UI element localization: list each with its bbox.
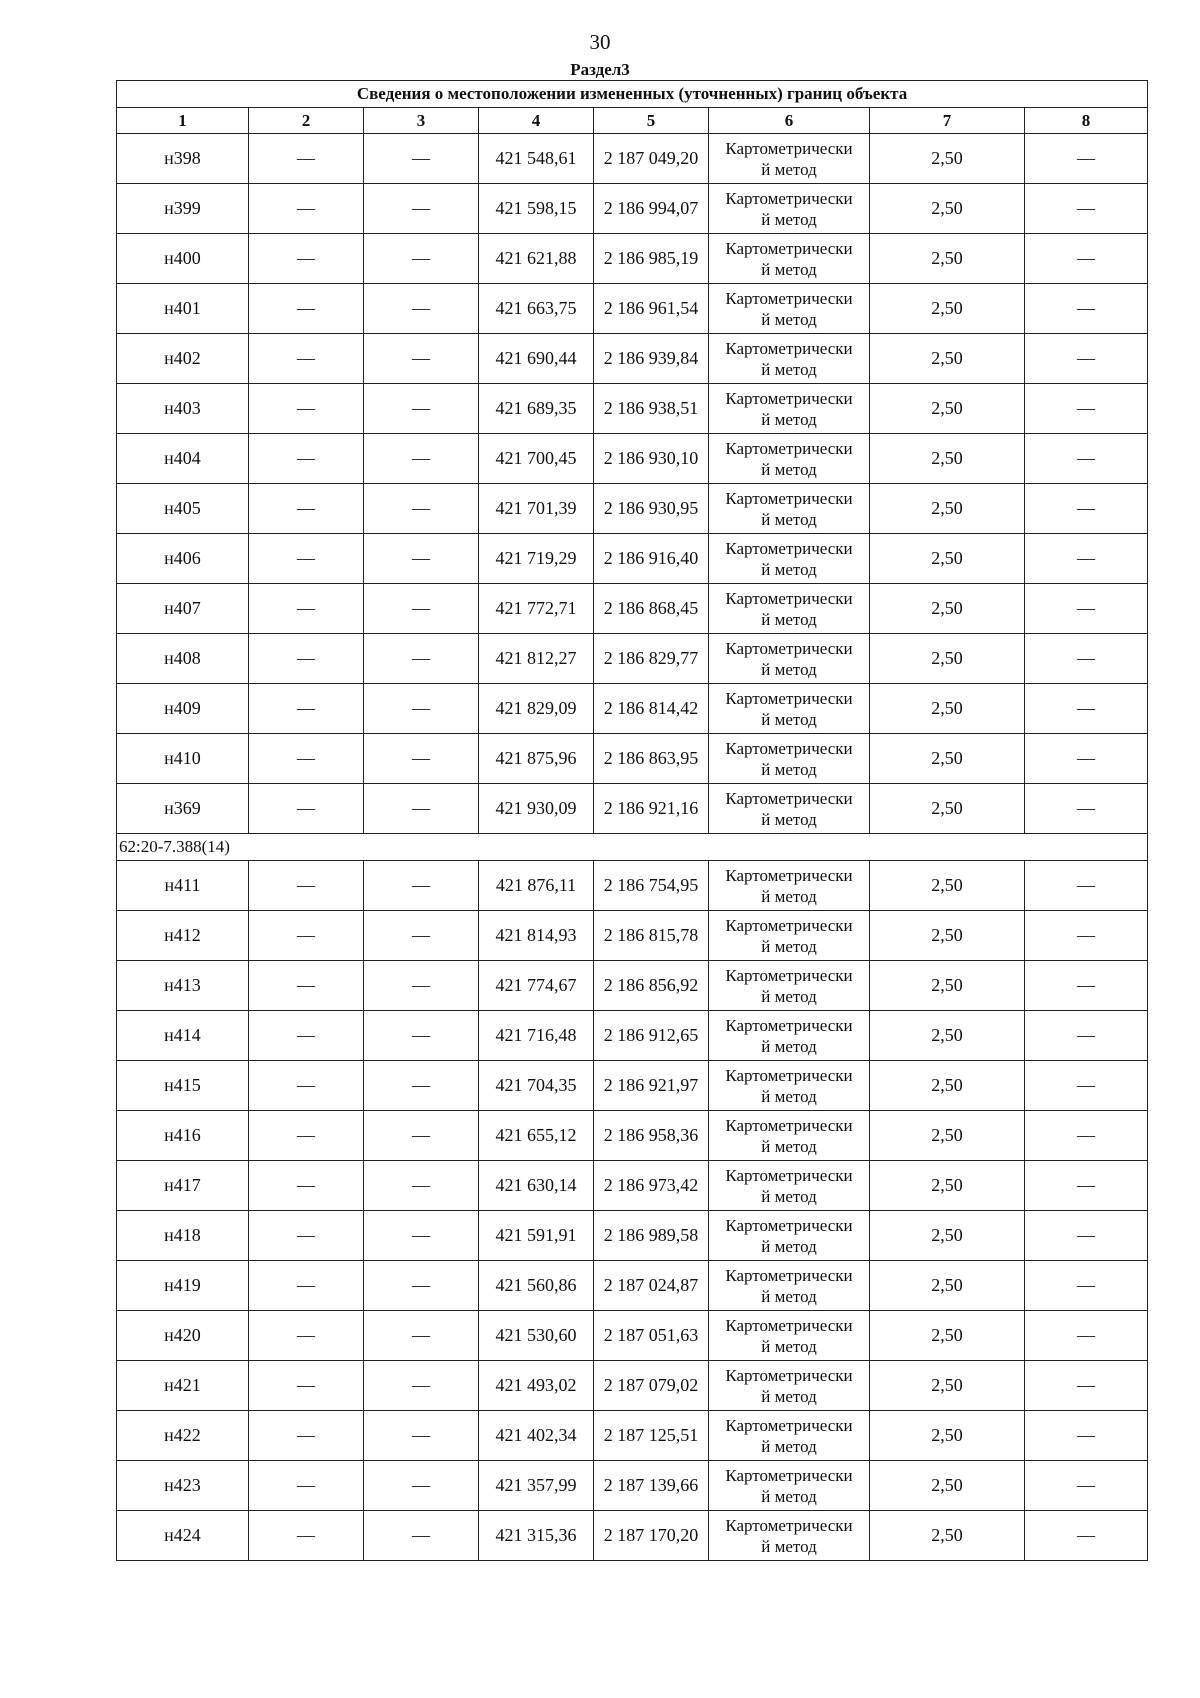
column-header: 1 — [117, 108, 249, 134]
cell-col-2: — — [249, 584, 364, 634]
cell-col-3: — — [364, 584, 479, 634]
cell-point-id: н404 — [117, 434, 249, 484]
cell-col-8: — — [1025, 784, 1148, 834]
cell-coord-x: 421 630,14 — [479, 1161, 594, 1211]
cell-accuracy: 2,50 — [870, 784, 1025, 834]
cell-coord-y: 2 187 051,63 — [594, 1311, 709, 1361]
cell-coord-x: 421 357,99 — [479, 1461, 594, 1511]
cell-coord-x: 421 814,93 — [479, 911, 594, 961]
cell-method: Картометрически й метод — [709, 1261, 870, 1311]
cell-point-id: н416 — [117, 1111, 249, 1161]
cell-col-2: — — [249, 961, 364, 1011]
cell-point-id: н424 — [117, 1511, 249, 1561]
cell-coord-x: 421 663,75 — [479, 284, 594, 334]
cell-coord-x: 421 716,48 — [479, 1011, 594, 1061]
cell-method: Картометрически й метод — [709, 911, 870, 961]
cell-coord-x: 421 655,12 — [479, 1111, 594, 1161]
table-row — [117, 484, 1148, 534]
cell-method: Картометрически й метод — [709, 434, 870, 484]
cell-point-id: н415 — [117, 1061, 249, 1111]
cell-method: Картометрически й метод — [709, 134, 870, 184]
cell-accuracy: 2,50 — [870, 184, 1025, 234]
page-number: 30 — [589, 30, 611, 54]
cell-accuracy: 2,50 — [870, 484, 1025, 534]
table-row — [117, 134, 1148, 184]
cell-coord-y: 2 186 921,16 — [594, 784, 709, 834]
cell-method: Картометрически й метод — [709, 584, 870, 634]
cell-method: Картометрически й метод — [709, 961, 870, 1011]
cell-accuracy: 2,50 — [870, 734, 1025, 784]
cell-coord-y: 2 187 125,51 — [594, 1411, 709, 1461]
cell-col-3: — — [364, 684, 479, 734]
cell-coord-y: 2 186 868,45 — [594, 584, 709, 634]
cell-accuracy: 2,50 — [870, 634, 1025, 684]
cell-method: Картометрически й метод — [709, 1511, 870, 1561]
cell-col-3: — — [364, 1411, 479, 1461]
cell-coord-y: 2 186 754,95 — [594, 861, 709, 911]
cell-col-8: — — [1025, 734, 1148, 784]
cell-col-8: — — [1025, 634, 1148, 684]
cell-col-8: — — [1025, 1211, 1148, 1261]
cell-point-id: н399 — [117, 184, 249, 234]
cell-coord-y: 2 186 989,58 — [594, 1211, 709, 1261]
cell-accuracy: 2,50 — [870, 434, 1025, 484]
table-row — [117, 584, 1148, 634]
table-row — [117, 184, 1148, 234]
cell-col-8: — — [1025, 1011, 1148, 1061]
cell-point-id: н402 — [117, 334, 249, 384]
table-row — [117, 911, 1148, 961]
cell-col-8: — — [1025, 861, 1148, 911]
cell-col-3: — — [364, 434, 479, 484]
cell-coord-x: 421 930,09 — [479, 784, 594, 834]
cell-point-id: н369 — [117, 784, 249, 834]
cell-coord-x: 421 812,27 — [479, 634, 594, 684]
table-row — [117, 284, 1148, 334]
cell-accuracy: 2,50 — [870, 684, 1025, 734]
cell-accuracy: 2,50 — [870, 961, 1025, 1011]
cell-coord-y: 2 186 856,92 — [594, 961, 709, 1011]
cell-method: Картометрически й метод — [709, 1161, 870, 1211]
cell-col-8: — — [1025, 134, 1148, 184]
table-row — [117, 961, 1148, 1011]
cell-point-id: н409 — [117, 684, 249, 734]
cell-col-8: — — [1025, 184, 1148, 234]
cell-point-id: н401 — [117, 284, 249, 334]
cell-col-2: — — [249, 684, 364, 734]
cell-accuracy: 2,50 — [870, 284, 1025, 334]
cell-col-2: — — [249, 234, 364, 284]
cell-method: Картометрически й метод — [709, 384, 870, 434]
cell-accuracy: 2,50 — [870, 1511, 1025, 1561]
cell-point-id: н419 — [117, 1261, 249, 1311]
cell-point-id: н407 — [117, 584, 249, 634]
cell-col-3: — — [364, 1161, 479, 1211]
cell-point-id: н406 — [117, 534, 249, 584]
table-row — [117, 1211, 1148, 1261]
column-header: 2 — [249, 108, 364, 134]
cell-coord-x: 421 548,61 — [479, 134, 594, 184]
column-header: 7 — [870, 108, 1025, 134]
cell-accuracy: 2,50 — [870, 1311, 1025, 1361]
table-row — [117, 1111, 1148, 1161]
column-header: 4 — [479, 108, 594, 134]
cell-coord-y: 2 187 079,02 — [594, 1361, 709, 1411]
cell-accuracy: 2,50 — [870, 234, 1025, 284]
table-row — [117, 1311, 1148, 1361]
cell-col-8: — — [1025, 484, 1148, 534]
cell-point-id: н423 — [117, 1461, 249, 1511]
cell-method: Картометрически й метод — [709, 334, 870, 384]
cell-coord-x: 421 829,09 — [479, 684, 594, 734]
cell-point-id: н400 — [117, 234, 249, 284]
table-row — [117, 234, 1148, 284]
cell-coord-x: 421 598,15 — [479, 184, 594, 234]
cell-accuracy: 2,50 — [870, 534, 1025, 584]
cell-accuracy: 2,50 — [870, 584, 1025, 634]
cell-col-8: — — [1025, 334, 1148, 384]
table-row — [117, 861, 1148, 911]
cell-col-3: — — [364, 784, 479, 834]
table-row — [117, 1511, 1148, 1561]
cell-coord-y: 2 186 985,19 — [594, 234, 709, 284]
cell-col-2: — — [249, 484, 364, 534]
cell-coord-x: 421 621,88 — [479, 234, 594, 284]
table-row — [117, 1411, 1148, 1461]
cell-method: Картометрически й метод — [709, 1361, 870, 1411]
table-row — [117, 334, 1148, 384]
cell-col-8: — — [1025, 1461, 1148, 1511]
cell-coord-x: 421 402,34 — [479, 1411, 594, 1461]
group-label: 62:20-7.388(14) — [117, 834, 1148, 861]
cell-coord-x: 421 774,67 — [479, 961, 594, 1011]
cell-coord-y: 2 186 961,54 — [594, 284, 709, 334]
table-row — [117, 434, 1148, 484]
cell-coord-x: 421 315,36 — [479, 1511, 594, 1561]
cell-col-2: — — [249, 1461, 364, 1511]
cell-point-id: н420 — [117, 1311, 249, 1361]
table-row — [117, 634, 1148, 684]
cell-coord-y: 2 186 863,95 — [594, 734, 709, 784]
cell-coord-y: 2 187 170,20 — [594, 1511, 709, 1561]
cell-col-3: — — [364, 534, 479, 584]
cell-col-8: — — [1025, 234, 1148, 284]
cell-coord-y: 2 186 938,51 — [594, 384, 709, 434]
cell-coord-x: 421 772,71 — [479, 584, 594, 634]
cell-col-3: — — [364, 1261, 479, 1311]
cell-point-id: н412 — [117, 911, 249, 961]
cell-point-id: н417 — [117, 1161, 249, 1211]
cell-coord-y: 2 186 829,77 — [594, 634, 709, 684]
cell-accuracy: 2,50 — [870, 1211, 1025, 1261]
cell-col-2: — — [249, 734, 364, 784]
cell-coord-y: 2 187 024,87 — [594, 1261, 709, 1311]
cell-col-8: — — [1025, 1061, 1148, 1111]
cell-method: Картометрически й метод — [709, 734, 870, 784]
cell-coord-x: 421 591,91 — [479, 1211, 594, 1261]
cell-coord-y: 2 186 930,10 — [594, 434, 709, 484]
cell-coord-y: 2 186 815,78 — [594, 911, 709, 961]
cell-col-2: — — [249, 284, 364, 334]
cell-col-2: — — [249, 384, 364, 434]
cell-accuracy: 2,50 — [870, 861, 1025, 911]
cell-col-3: — — [364, 284, 479, 334]
cell-col-3: — — [364, 1111, 479, 1161]
cell-method: Картометрически й метод — [709, 1461, 870, 1511]
cell-col-3: — — [364, 484, 479, 534]
cell-col-8: — — [1025, 961, 1148, 1011]
cell-method: Картометрически й метод — [709, 1061, 870, 1111]
cell-point-id: н398 — [117, 134, 249, 184]
cell-col-3: — — [364, 334, 479, 384]
cell-col-3: — — [364, 234, 479, 284]
cell-coord-x: 421 719,29 — [479, 534, 594, 584]
cell-col-3: — — [364, 184, 479, 234]
cell-col-3: — — [364, 734, 479, 784]
column-header: 6 — [709, 108, 870, 134]
column-header: 3 — [364, 108, 479, 134]
cell-col-2: — — [249, 534, 364, 584]
cell-accuracy: 2,50 — [870, 334, 1025, 384]
cell-method: Картометрически й метод — [709, 534, 870, 584]
boundary-coordinates-table — [116, 80, 1148, 1561]
cell-method: Картометрически й метод — [709, 184, 870, 234]
cell-col-2: — — [249, 1361, 364, 1411]
cell-method: Картометрически й метод — [709, 861, 870, 911]
column-header: 8 — [1025, 108, 1148, 134]
cell-point-id: н421 — [117, 1361, 249, 1411]
cell-col-8: — — [1025, 384, 1148, 434]
cell-col-3: — — [364, 1461, 479, 1511]
cell-accuracy: 2,50 — [870, 911, 1025, 961]
cell-coord-y: 2 186 916,40 — [594, 534, 709, 584]
cell-col-2: — — [249, 1111, 364, 1161]
cell-col-2: — — [249, 861, 364, 911]
cell-coord-y: 2 186 921,97 — [594, 1061, 709, 1111]
cell-col-3: — — [364, 1311, 479, 1361]
cell-col-8: — — [1025, 1311, 1148, 1361]
cell-method: Картометрически й метод — [709, 284, 870, 334]
cell-col-3: — — [364, 911, 479, 961]
cell-method: Картометрически й метод — [709, 1311, 870, 1361]
cell-method: Картометрически й метод — [709, 234, 870, 284]
cell-col-2: — — [249, 1411, 364, 1461]
cell-col-3: — — [364, 1061, 479, 1111]
cell-coord-y: 2 187 049,20 — [594, 134, 709, 184]
cell-col-8: — — [1025, 684, 1148, 734]
table-row — [117, 1061, 1148, 1111]
table-row — [117, 784, 1148, 834]
cell-col-2: — — [249, 1211, 364, 1261]
table-row — [117, 534, 1148, 584]
cell-coord-y: 2 186 912,65 — [594, 1011, 709, 1061]
group-row — [117, 834, 1148, 861]
cell-point-id: н405 — [117, 484, 249, 534]
cell-point-id: н408 — [117, 634, 249, 684]
cell-col-2: — — [249, 634, 364, 684]
cell-col-2: — — [249, 1061, 364, 1111]
table-row — [117, 1011, 1148, 1061]
cell-coord-x: 421 690,44 — [479, 334, 594, 384]
cell-col-2: — — [249, 911, 364, 961]
cell-method: Картометрически й метод — [709, 1111, 870, 1161]
cell-coord-x: 421 701,39 — [479, 484, 594, 534]
table-row — [117, 1361, 1148, 1411]
cell-method: Картометрически й метод — [709, 1211, 870, 1261]
cell-coord-x: 421 689,35 — [479, 384, 594, 434]
cell-col-2: — — [249, 434, 364, 484]
cell-accuracy: 2,50 — [870, 1111, 1025, 1161]
section-title: Раздел3 — [570, 60, 630, 79]
cell-coord-y: 2 186 994,07 — [594, 184, 709, 234]
cell-coord-x: 421 530,60 — [479, 1311, 594, 1361]
cell-coord-x: 421 700,45 — [479, 434, 594, 484]
cell-accuracy: 2,50 — [870, 134, 1025, 184]
cell-col-3: — — [364, 1211, 479, 1261]
cell-accuracy: 2,50 — [870, 1161, 1025, 1211]
cell-point-id: н413 — [117, 961, 249, 1011]
cell-col-8: — — [1025, 1111, 1148, 1161]
cell-coord-y: 2 186 814,42 — [594, 684, 709, 734]
table-row — [117, 1261, 1148, 1311]
table-caption: Сведения о местоположении измененных (уточненных) границ объекта — [117, 81, 1148, 108]
cell-method: Картометрически й метод — [709, 1411, 870, 1461]
cell-coord-y: 2 187 139,66 — [594, 1461, 709, 1511]
cell-col-3: — — [364, 634, 479, 684]
cell-coord-y: 2 186 939,84 — [594, 334, 709, 384]
cell-col-2: — — [249, 1311, 364, 1361]
cell-point-id: н410 — [117, 734, 249, 784]
cell-accuracy: 2,50 — [870, 1411, 1025, 1461]
table-row — [117, 384, 1148, 434]
cell-accuracy: 2,50 — [870, 384, 1025, 434]
cell-accuracy: 2,50 — [870, 1261, 1025, 1311]
cell-col-8: — — [1025, 534, 1148, 584]
cell-col-2: — — [249, 334, 364, 384]
cell-col-8: — — [1025, 1261, 1148, 1311]
cell-col-8: — — [1025, 284, 1148, 334]
cell-col-8: — — [1025, 1411, 1148, 1461]
cell-col-2: — — [249, 184, 364, 234]
cell-col-8: — — [1025, 911, 1148, 961]
cell-col-8: — — [1025, 1161, 1148, 1211]
cell-col-2: — — [249, 1261, 364, 1311]
cell-col-2: — — [249, 134, 364, 184]
cell-accuracy: 2,50 — [870, 1061, 1025, 1111]
cell-col-3: — — [364, 1011, 479, 1061]
cell-col-2: — — [249, 784, 364, 834]
cell-col-3: — — [364, 961, 479, 1011]
cell-coord-x: 421 560,86 — [479, 1261, 594, 1311]
table-row — [117, 734, 1148, 784]
table-row — [117, 684, 1148, 734]
cell-col-2: — — [249, 1161, 364, 1211]
cell-method: Картометрически й метод — [709, 784, 870, 834]
cell-col-3: — — [364, 384, 479, 434]
cell-coord-x: 421 704,35 — [479, 1061, 594, 1111]
cell-point-id: н414 — [117, 1011, 249, 1061]
cell-coord-y: 2 186 958,36 — [594, 1111, 709, 1161]
cell-coord-x: 421 876,11 — [479, 861, 594, 911]
cell-method: Картометрически й метод — [709, 484, 870, 534]
cell-coord-x: 421 493,02 — [479, 1361, 594, 1411]
cell-col-3: — — [364, 861, 479, 911]
cell-col-2: — — [249, 1011, 364, 1061]
table-row — [117, 1461, 1148, 1511]
cell-point-id: н418 — [117, 1211, 249, 1261]
cell-point-id: н422 — [117, 1411, 249, 1461]
cell-coord-y: 2 186 973,42 — [594, 1161, 709, 1211]
table-body — [117, 134, 1148, 1561]
cell-accuracy: 2,50 — [870, 1011, 1025, 1061]
cell-point-id: н403 — [117, 384, 249, 434]
cell-method: Картометрически й метод — [709, 634, 870, 684]
cell-coord-y: 2 186 930,95 — [594, 484, 709, 534]
cell-method: Картометрически й метод — [709, 684, 870, 734]
cell-coord-x: 421 875,96 — [479, 734, 594, 784]
cell-col-8: — — [1025, 434, 1148, 484]
column-header: 5 — [594, 108, 709, 134]
cell-point-id: н411 — [117, 861, 249, 911]
cell-col-3: — — [364, 134, 479, 184]
cell-method: Картометрически й метод — [709, 1011, 870, 1061]
cell-col-2: — — [249, 1511, 364, 1561]
cell-col-8: — — [1025, 584, 1148, 634]
cell-accuracy: 2,50 — [870, 1461, 1025, 1511]
cell-col-8: — — [1025, 1511, 1148, 1561]
column-header-row — [117, 108, 1148, 134]
cell-col-3: — — [364, 1511, 479, 1561]
table-row — [117, 1161, 1148, 1211]
cell-col-3: — — [364, 1361, 479, 1411]
cell-col-8: — — [1025, 1361, 1148, 1411]
cell-accuracy: 2,50 — [870, 1361, 1025, 1411]
